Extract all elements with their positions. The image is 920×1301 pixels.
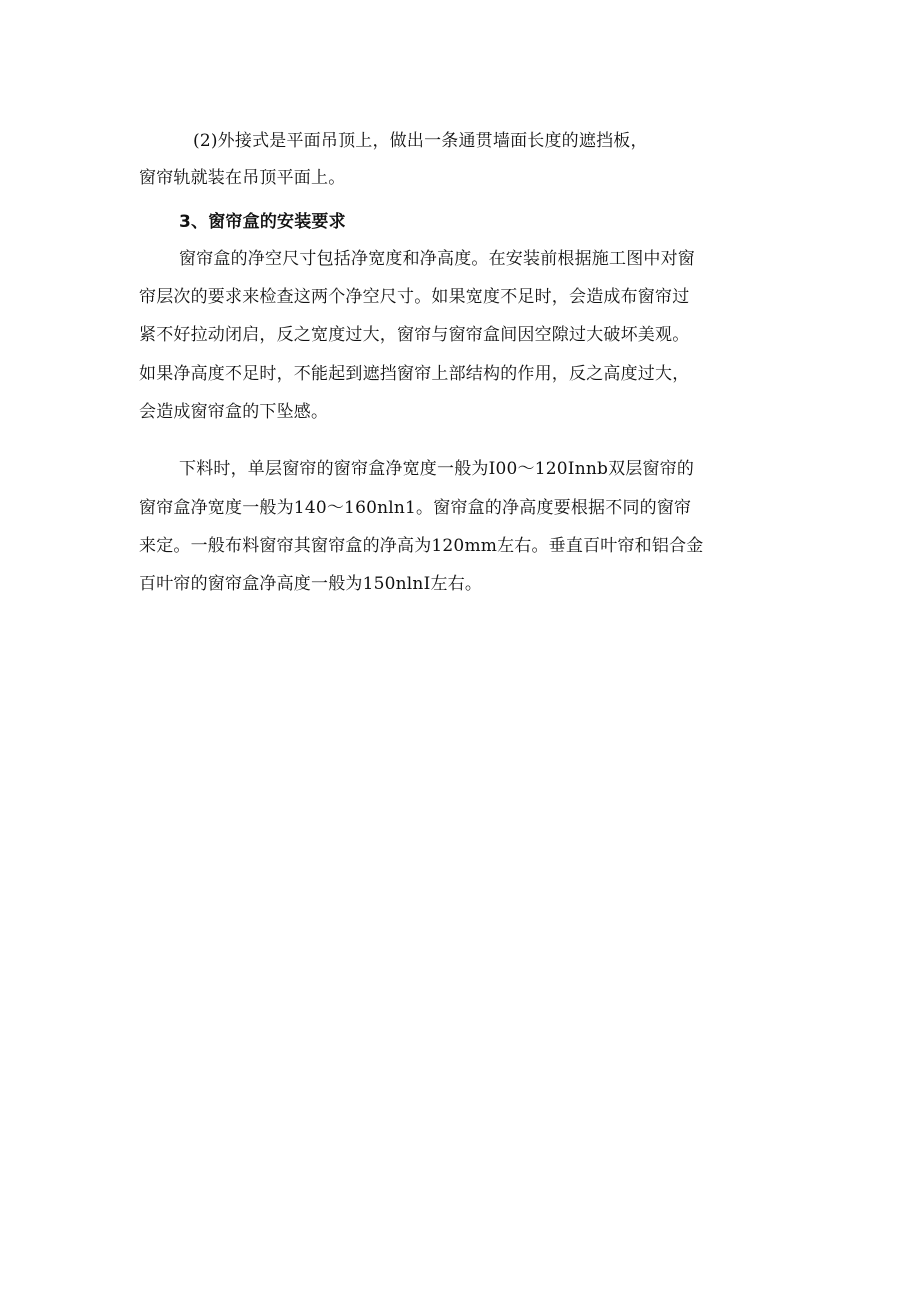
paragraph2-line-1: 下料时，单层窗帘的窗帘盒净宽度一般为I00～120Innb双层窗帘的 [179, 459, 695, 479]
paragraph2-line-3: 来定。一般布料窗帘其窗帘盒的净高为120mm左右。垂直百叶帘和铝合金 [139, 536, 704, 556]
paragraph1-line-1: 窗帘盒的净空尺寸包括净宽度和净高度。在安装前根据施工图中对窗 [179, 249, 695, 269]
intro-line-2: 窗帘轨就装在吊顶平面上。 [139, 168, 346, 188]
paragraph1-line-4: 如果净高度不足时，不能起到遮挡窗帘上部结构的作用，反之高度过大， [139, 364, 690, 384]
intro-line-1: (2)外接式是平面吊顶上，做出一条通贯墙面长度的遮挡板， [193, 131, 648, 151]
paragraph2-line-4: 百叶帘的窗帘盒净高度一般为150nlnI左右。 [139, 574, 483, 594]
paragraph1-line-3: 紧不好拉动闭启，反之宽度过大，窗帘与窗帘盒间因空隙过大破坏美观。 [139, 325, 690, 345]
section-heading: 3、窗帘盒的安装要求 [179, 212, 346, 232]
paragraph1-line-5: 会造成窗帘盒的下坠感。 [139, 402, 329, 422]
paragraph1-line-2: 帘层次的要求来检查这两个净空尺寸。如果宽度不足时，会造成布窗帘过 [139, 287, 690, 307]
paragraph2-line-2: 窗帘盒净宽度一般为140～160nln1。窗帘盒的净高度要根据不同的窗帘 [139, 498, 692, 518]
